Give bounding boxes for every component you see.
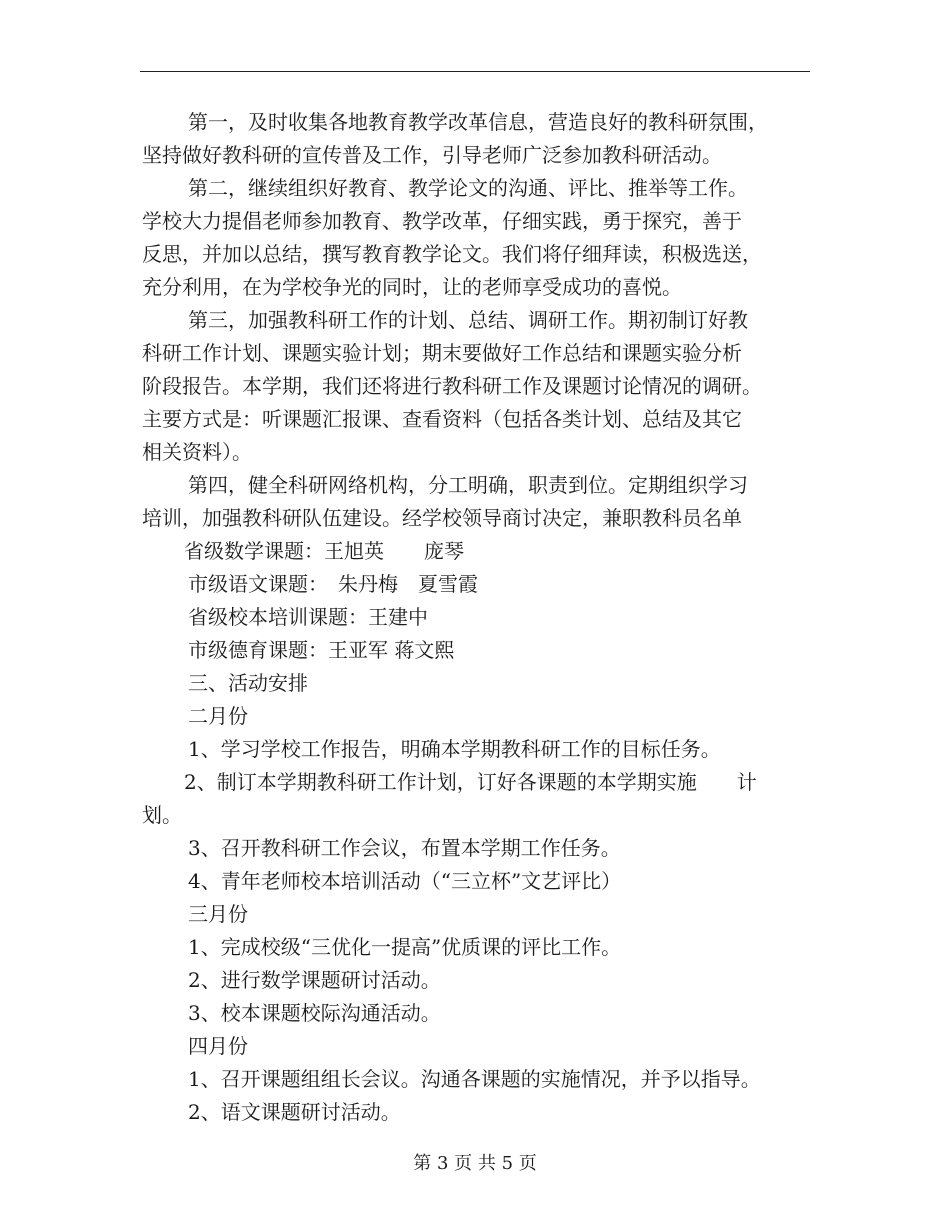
text-line: 三月份 (188, 902, 248, 926)
text-line: 3、校本课题校际沟通活动。 (188, 1001, 441, 1025)
page-footer: 第 3 页 共 5 页 (413, 1153, 537, 1174)
text-line: 1、学习学校工作报告，明确本学期教科研工作的目标任务。 (188, 737, 721, 761)
text-line: 市级语文课题： 朱丹梅 夏雪霞 (188, 572, 478, 596)
text-line: 2、进行数学课题研讨活动。 (188, 968, 441, 992)
text-line: 主要方式是：听课题汇报课、查看资料（包括各类计划、总结及其它 (142, 407, 742, 431)
text-line: 省级数学课题：王旭英 庞琴 (184, 539, 464, 563)
text-line: 学校大力提倡老师参加教育、教学改革，仔细实践，勇于探究，善于 (142, 209, 742, 233)
text-line: 三、活动安排 (188, 671, 308, 695)
text-line: 4、青年老师校本培训活动（“三立杯”文艺评比） (188, 869, 622, 893)
header-rule (140, 71, 810, 72)
text-line: 四月份 (188, 1034, 248, 1058)
text-line: 第一，及时收集各地教育教学改革信息，营造良好的教科研氛围， (188, 110, 768, 134)
text-line: 2、语文课题研讨活动。 (188, 1100, 401, 1124)
text-line: 1、召开课题组组长会议。沟通各课题的实施情况，并予以指导。 (188, 1067, 761, 1091)
body-text (142, 106, 814, 1129)
text-line: 反思，并加以总结，撰写教育教学论文。我们将仔细拜读，积极选送， (142, 242, 762, 266)
text-line: 3、召开教科研工作会议，布置本学期工作任务。 (188, 836, 621, 860)
text-line: 划。 (142, 803, 182, 827)
text-line: 科研工作计划、课题实验计划；期末要做好工作总结和课题实验分析 (142, 341, 742, 365)
text-line: 阶段报告。本学期，我们还将进行教科研工作及课题讨论情况的调研。 (142, 374, 762, 398)
text-line: 二月份 (188, 704, 248, 728)
text-line: 相关资料）。 (142, 440, 252, 464)
text-line: 坚持做好教科研的宣传普及工作，引导老师广泛参加教科研活动。 (142, 143, 722, 167)
text-line: 2、制订本学期教科研工作计划，订好各课题的本学期实施 计 (184, 770, 757, 794)
text-line: 第四，健全科研网络机构，分工明确，职责到位。定期组织学习 (188, 473, 748, 497)
text-line: 第三，加强教科研工作的计划、总结、调研工作。期初制订好教 (188, 308, 748, 332)
text-line: 省级校本培训课题：王建中 (188, 605, 428, 629)
text-line: 1、完成校级“三优化一提高”优质课的评比工作。 (188, 935, 622, 959)
text-line: 充分利用，在为学校争光的同时，让的老师享受成功的喜悦。 (142, 275, 682, 299)
text-line: 培训，加强教科研队伍建设。经学校领导商讨决定，兼职教科员名单 (142, 506, 742, 530)
text-line: 第二，继续组织好教育、教学论文的沟通、评比、推举等工作。 (188, 176, 748, 200)
text-line: 市级德育课题：王亚军 蒋文熙 (188, 638, 455, 662)
